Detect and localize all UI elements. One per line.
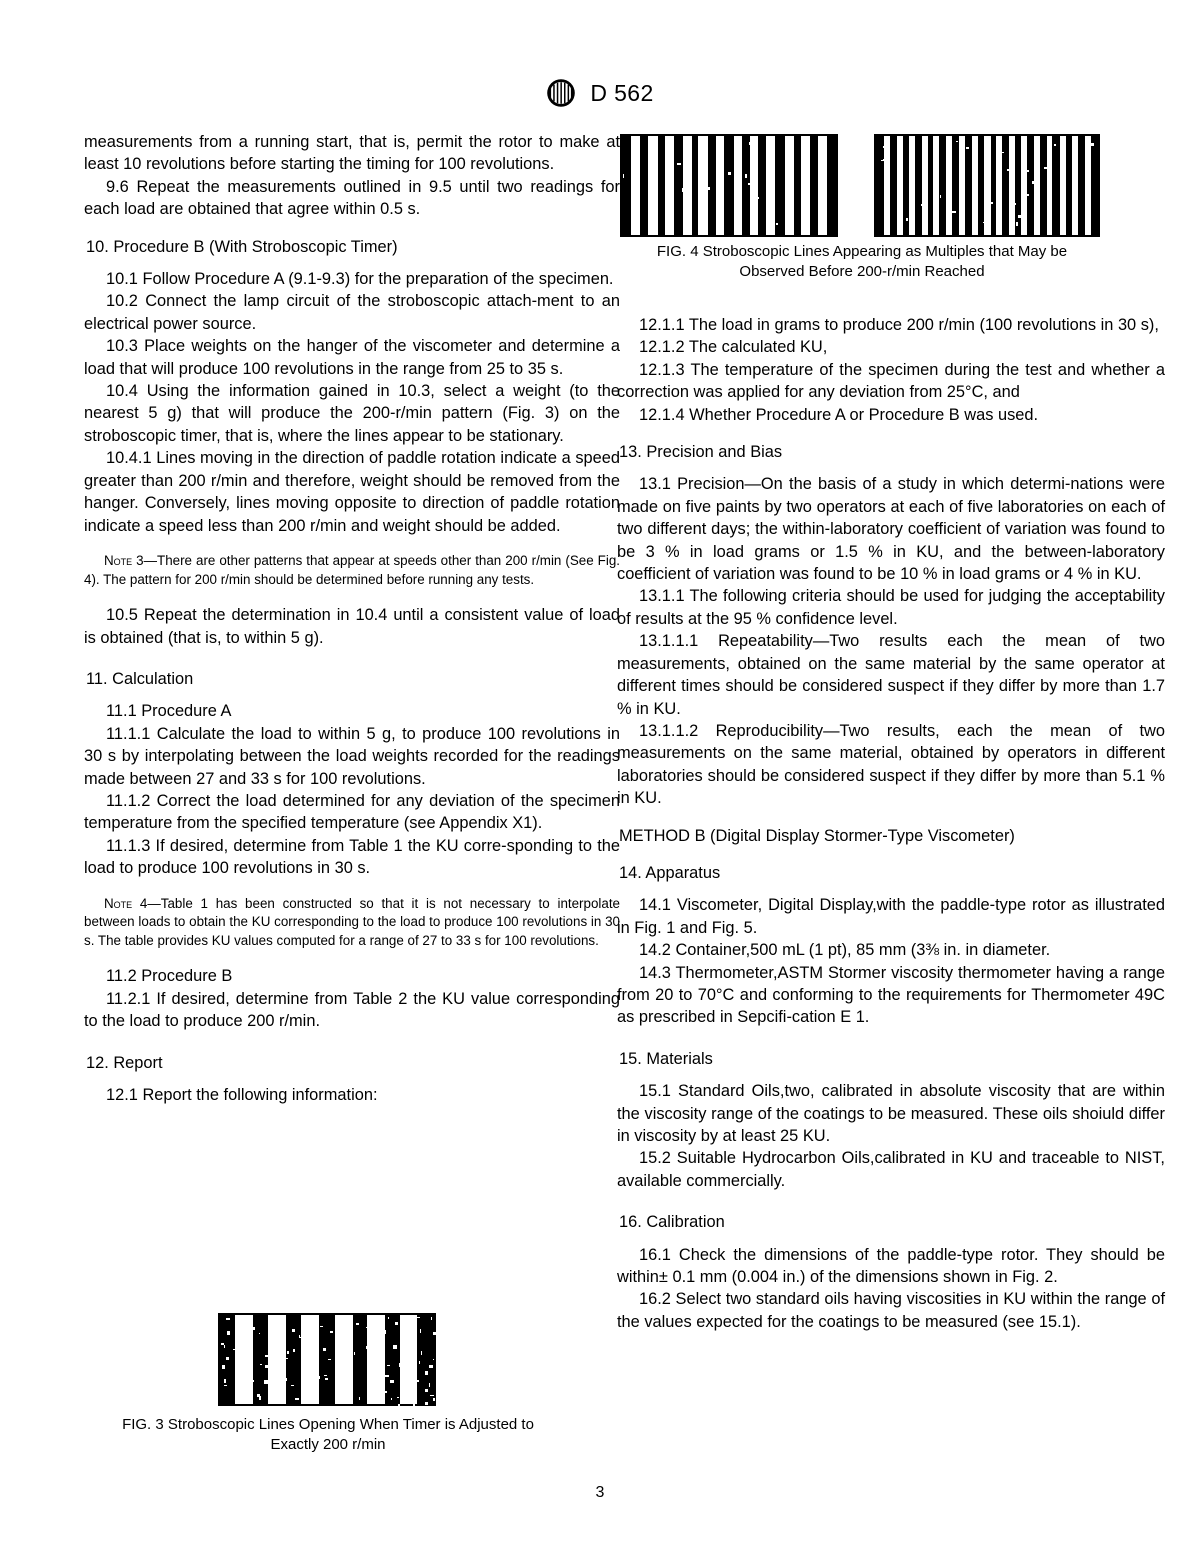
body-paragraph: 14.1 Viscometer, Digital Display,with the paddle-type rotor as illustrated in Fig. 1 and Fig. 5.: [617, 896, 1165, 937]
figure-4-caption-line-1: FIG. 4 Stroboscopic Lines Appearing as Multiples that May be: [656, 243, 1068, 260]
paragraph-spacer: [84, 880, 620, 895]
body-paragraph: 12.1.4 Whether Procedure A or Procedure B was used.: [639, 405, 1039, 424]
paragraph-spacer: [617, 810, 1165, 825]
paragraph-spacer: [617, 1234, 1165, 1244]
note-paragraph: Note 4—Table 1 has been constructed so that it is not necessary to interpolate between loads to obtain the KU corresponding to the load to produce 100 revolutions in 30 s. The table provides KU values computed for a range of 27 to 33 s for 100 revolutions.: [84, 895, 620, 948]
section-heading: 11. Calculation: [86, 669, 194, 688]
section-heading: METHOD B (Digital Display Stormer-Type Viscometer): [619, 826, 1015, 845]
body-paragraph: 14.3 Thermometer,ASTM Stormer viscosity thermometer having a range from 20 to 70°C and conforming to the requirements for Thermometer 49C as prescribed in Sepcifi-cation E 1.: [617, 963, 1165, 1027]
body-paragraph: 16.1 Check the dimensions of the paddle-type rotor. They should be within± 0.1 mm (0.004 in.) of the dimensions shown in Fig. 2.: [617, 1245, 1165, 1287]
body-paragraph: 10.2 Connect the lamp circuit of the stroboscopic attach-ment to an electrical power source.: [84, 292, 620, 333]
section-heading: 16. Calibration: [619, 1213, 725, 1232]
body-paragraph: 14.2 Container,500 mL (1 pt), 85 mm (3⅜ in. in diameter.: [639, 941, 1051, 960]
body-paragraph: 13.1.1.1 Repeatability—Two results each the mean of two measurements, obtained on the same material by the same operator at different times should be considered suspect if they differ by more than 1.7 % in KU.: [617, 632, 1165, 718]
astm-logo-icon: [546, 78, 576, 108]
paragraph-spacer: [617, 1070, 1165, 1080]
body-paragraph: 10.1 Follow Procedure A (9.1-9.3) for the preparation of the specimen.: [106, 270, 614, 289]
figure-3-caption-line-1: FIG. 3 Stroboscopic Lines Opening When Timer is Adjusted to: [122, 1416, 534, 1433]
paragraph-spacer: [617, 463, 1165, 473]
body-paragraph: 10.4 Using the information gained in 10.3, select a weight (to the nearest 5 g) that will produce the 200-r/min pattern (Fig. 3) on the stroboscopic timer, that is, where the lines appear to be stationary.: [84, 382, 620, 445]
body-paragraph: 9.6 Repeat the measurements outlined in 9.5 until two readings for each load are obtained that agree within 0.5 s.: [84, 177, 620, 219]
paragraph-spacer: [84, 1033, 620, 1052]
body-paragraph: 13.1.1 The following criteria should be used for judging the acceptability of results at the 95 % confidence level.: [617, 587, 1165, 628]
body-paragraph: 10.4.1 Lines moving in the direction of paddle rotation indicate a speed greater than 200 r/min and therefore, weight should be removed from the hanger. Conversely, lines moving opposite to direction of paddle rotation indicate a speed less than 200 r/min and weight should be added.: [84, 449, 620, 535]
figure-3-caption-line-2: Exactly 200 r/min: [270, 1436, 386, 1453]
body-paragraph: 11.2.1 If desired, determine from Table 2 the KU value corresponding to the load to produce 200 r/min.: [84, 989, 620, 1031]
body-paragraph: 10.3 Place weights on the hanger of the viscometer and determine a load that will produce 100 revolutions in the range from 25 to 35 s.: [84, 337, 620, 378]
page-header: [0, 78, 1200, 108]
paragraph-spacer: [617, 426, 1165, 441]
note-label: Note: [104, 895, 133, 911]
body-paragraph: 11.1 Procedure A: [106, 702, 232, 721]
figure-4-left-image: [620, 134, 838, 237]
body-paragraph: 12.1.3 The temperature of the specimen during the test and whether a correction was applied for any deviation from 25°C, and: [617, 360, 1165, 402]
paragraph-spacer: [617, 1192, 1165, 1211]
body-paragraph: 16.2 Select two standard oils having viscosities in KU within the range of the values expected for the coatings to be measured (see 15.1).: [617, 1290, 1165, 1331]
body-paragraph: 13.1 Precision—On the basis of a study in which determi-nations were made on five paints by two operators at each of five laboratories on each of two different days; the within-laboratory coefficient of variation was found to be 3 % in load grams or 1.5 % in KU, and the between-laboratory coefficient of variation was found to be 10 % in load grams or 4 % in KU.: [617, 475, 1165, 584]
body-paragraph: 10.5 Repeat the determination in 10.4 until a consistent value of load is obtained (that is, to within 5 g).: [84, 606, 620, 647]
paragraph-spacer: [84, 258, 620, 268]
figure-3-image: [218, 1313, 436, 1406]
section-heading: 10. Procedure B (With Stroboscopic Timer): [86, 237, 398, 256]
figure-4-right-image: [874, 134, 1100, 237]
section-heading: 13. Precision and Bias: [619, 443, 783, 462]
body-paragraph: 11.2 Procedure B: [106, 967, 233, 986]
paragraph-spacer: [84, 589, 620, 604]
paragraph-spacer: [84, 690, 620, 700]
paragraph-spacer: [84, 537, 620, 552]
body-paragraph: 13.1.1.2 Reproducibility—Two results, each the mean of two measurements on the same material, obtained by operators in different laboratories should be considered suspect if they differ by more than 5.1 % in KU.: [617, 721, 1165, 808]
right-text-column: [617, 314, 1165, 1333]
section-heading: 12. Report: [86, 1053, 163, 1072]
section-heading: 15. Materials: [619, 1049, 713, 1068]
figure-4-images: [620, 134, 1180, 237]
body-paragraph: 15.2 Suitable Hydrocarbon Oils,calibrated in KU and traceable to NIST, available commercially.: [617, 1149, 1165, 1190]
body-paragraph: 12.1.2 The calculated KU,: [639, 338, 828, 357]
body-paragraph: 12.1 Report the following information:: [106, 1085, 378, 1104]
body-paragraph: 11.1.1 Calculate the load to within 5 g, to produce 100 revolutions in 30 s by interpolating between the load weights recorded for the readings made between 27 and 33 s for 100 revolutions.: [84, 724, 620, 788]
figure-3-caption: [78, 1415, 578, 1455]
figure-4-caption-line-2: Observed Before 200-r/min Reached: [739, 263, 985, 280]
note-paragraph: Note 3—There are other patterns that appear at speeds other than 200 r/min (See Fig. 4). The pattern for 200 r/min should be determined before running any tests.: [84, 552, 620, 587]
paragraph-spacer: [84, 649, 620, 668]
section-heading: 14. Apparatus: [619, 863, 721, 882]
body-paragraph: 15.1 Standard Oils,two, calibrated in absolute viscosity that are within the viscosity range of the coatings to be measured. These oils shoiuld differ in viscosity by at least 25 KU.: [617, 1082, 1165, 1145]
paragraph-spacer: [617, 884, 1165, 894]
page-number: 3: [595, 1484, 605, 1501]
body-paragraph: 12.1.1 The load in grams to produce 200 r/min (100 revolutions in 30 s),: [639, 316, 1159, 334]
paragraph-spacer: [617, 1029, 1165, 1048]
paragraph-spacer: [84, 950, 620, 965]
figure-4-caption: [612, 242, 1112, 282]
note-label: Note: [104, 552, 133, 568]
figure-3-image-wrap: [218, 1313, 436, 1406]
body-paragraph: 11.1.3 If desired, determine from Table 1 the KU corre-sponding to the load to produce 100 revolutions in 30 s.: [84, 836, 620, 878]
standard-designation: D 562: [590, 79, 654, 106]
body-paragraph: 11.1.2 Correct the load determined for any deviation of the specimen temperature from the specified temperature (see Appendix X1).: [84, 791, 620, 833]
body-paragraph: measurements from a running start, that is, permit the rotor to make at least 10 revolutions before starting the timing for 100 revolutions.: [84, 133, 620, 174]
left-text-column: [84, 131, 620, 1106]
paragraph-spacer: [617, 847, 1165, 862]
paragraph-spacer: [84, 221, 620, 236]
paragraph-spacer: [84, 1074, 620, 1084]
